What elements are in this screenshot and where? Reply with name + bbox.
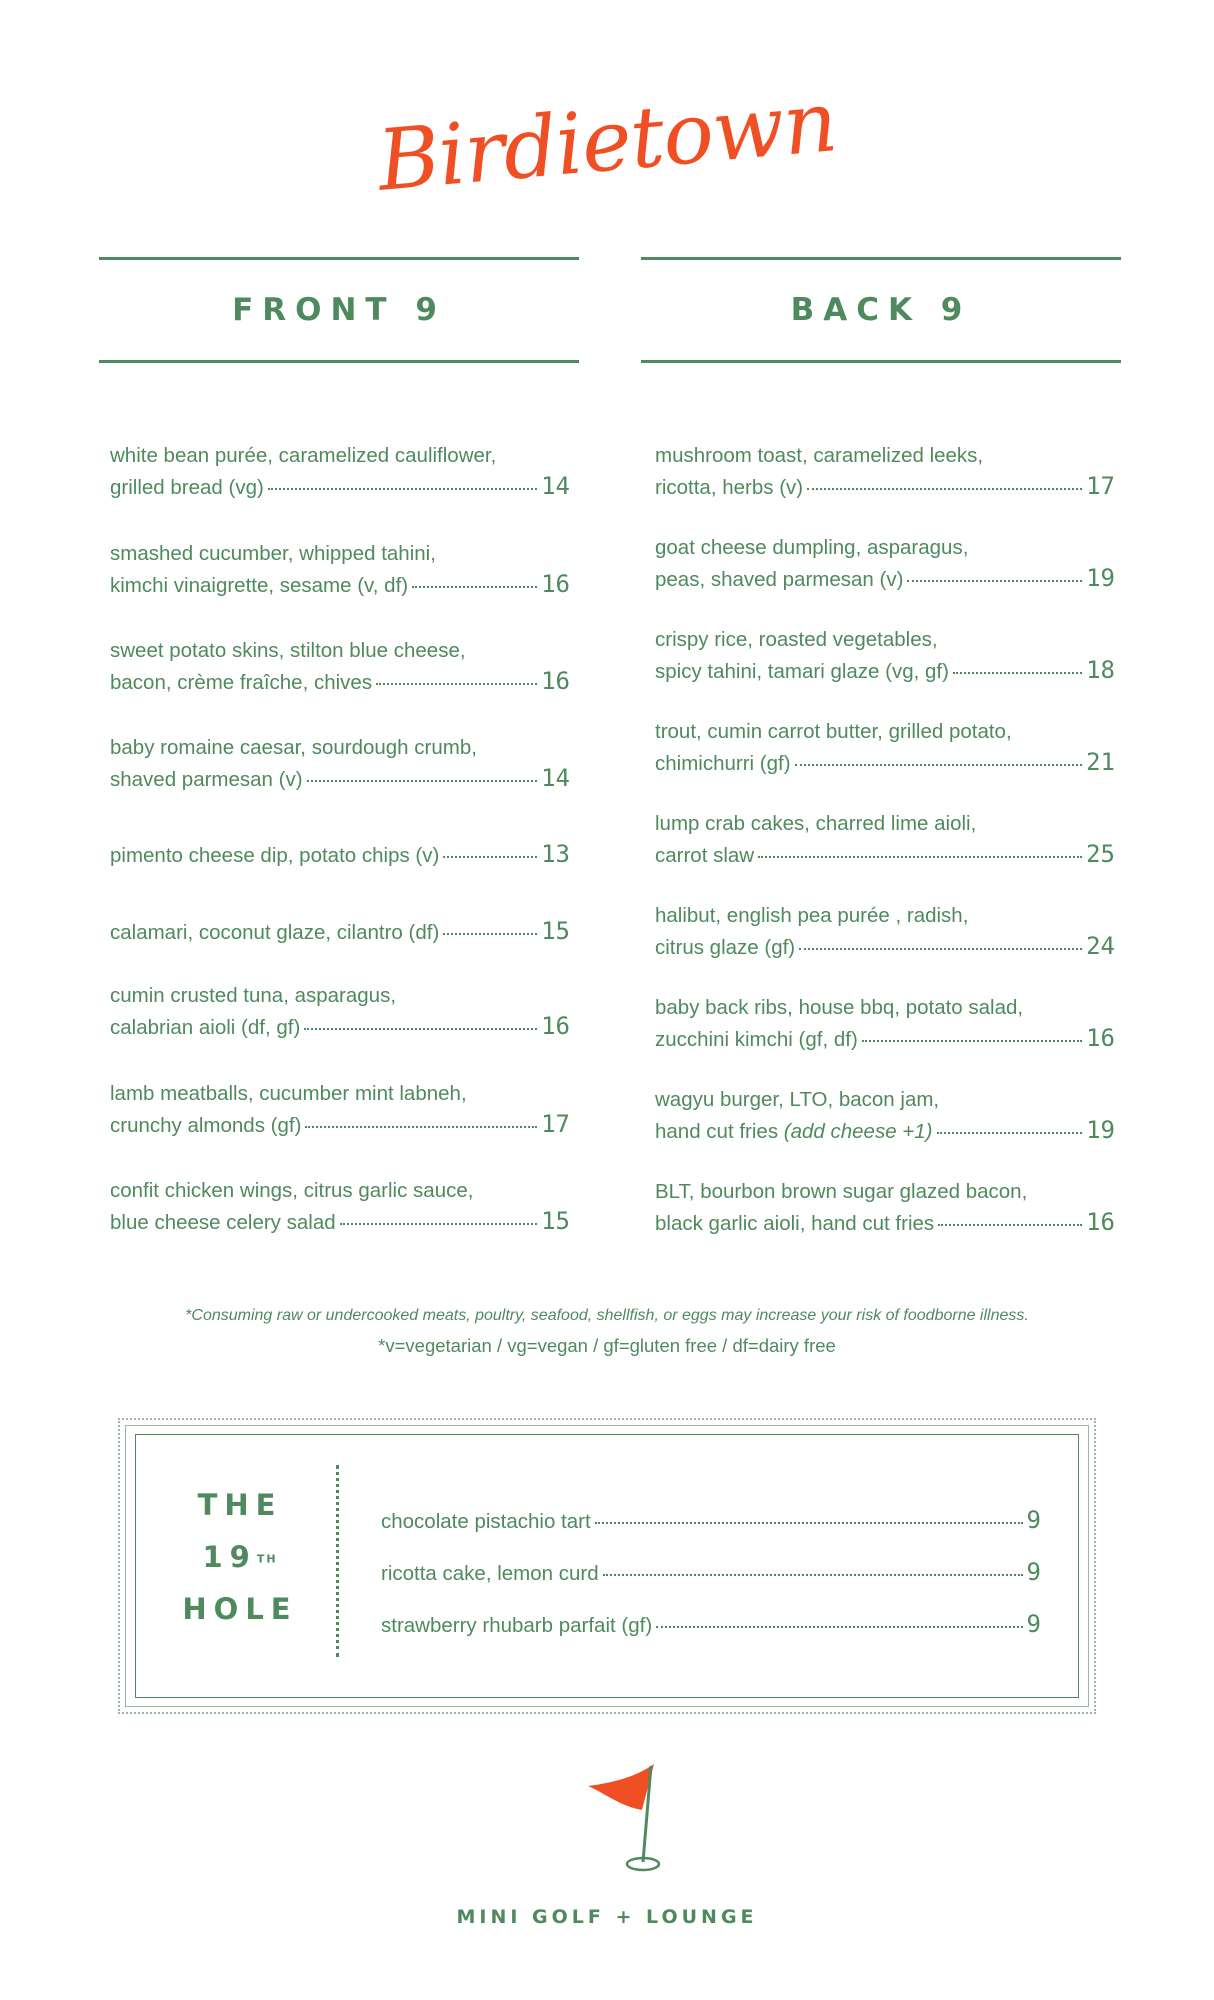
dot-leader (938, 1224, 1082, 1226)
brand-tagline: MINI GOLF + LOUNGE (456, 1906, 758, 1928)
item-desc-line1: crispy rice, roasted vegetables, (655, 628, 938, 651)
item-desc-line1: smashed cucumber, whipped tahini, (110, 542, 436, 565)
dot-leader (307, 780, 538, 782)
item-desc-line1: confit chicken wings, citrus garlic sauce, (110, 1179, 474, 1202)
dot-leader (937, 1132, 1083, 1134)
nineteenth-number: 19 (202, 1540, 257, 1574)
dessert-price: 9 (1026, 1506, 1041, 1534)
menu-item (655, 625, 1115, 687)
menu-item (655, 441, 1115, 503)
menu-item (110, 839, 570, 871)
item-desc-line2: shaved parmesan (v) (110, 768, 303, 791)
menu-item (110, 733, 570, 795)
item-desc-line1: BLT, bourbon brown sugar glazed bacon, (655, 1180, 1028, 1203)
item-price: 25 (1086, 840, 1115, 868)
front-9-title: FRONT 9 (232, 292, 446, 328)
item-desc-line1: trout, cumin carrot butter, grilled potato, (655, 720, 1012, 743)
dot-leader (595, 1522, 1023, 1524)
item-price: 16 (541, 570, 570, 598)
dot-leader (862, 1040, 1082, 1042)
item-desc-line2: pimento cheese dip, potato chips (v) (110, 844, 440, 867)
item-desc-line1: lamb meatballs, cucumber mint labneh, (110, 1082, 467, 1105)
dessert-item (381, 1610, 1041, 1638)
item-price: 19 (1086, 1116, 1115, 1144)
nineteenth-title-line3: HOLE (182, 1592, 298, 1626)
dessert-item (381, 1506, 1041, 1534)
item-desc-line2: blue cheese celery salad (110, 1211, 336, 1234)
item-desc-line2: kimchi vinaigrette, sesame (v, df) (110, 574, 409, 597)
menu-item (655, 717, 1115, 779)
dietary-legend: *v=vegetarian / vg=vegan / gf=gluten free / df=dairy free (378, 1335, 836, 1356)
item-desc-line2: calamari, coconut glaze, cilantro (df) (110, 921, 440, 944)
dot-leader (412, 586, 537, 588)
brand-logo: Birdietown (373, 72, 841, 210)
menu-item (655, 901, 1115, 963)
item-desc-line1: halibut, english pea purée , radish, (655, 904, 969, 927)
menu-item (655, 1085, 1115, 1147)
item-price: 17 (541, 1110, 570, 1138)
back-9-header (641, 257, 1121, 363)
dot-leader (795, 764, 1083, 766)
item-price: 16 (541, 667, 570, 695)
dot-leader (340, 1223, 537, 1225)
item-desc-line1: mushroom toast, caramelized leeks, (655, 444, 984, 467)
item-desc-line2: peas, shaved parmesan (v) (655, 568, 904, 591)
menu-item (110, 539, 570, 601)
item-price: 17 (1086, 472, 1115, 500)
golf-flag-icon (580, 1760, 660, 1880)
dot-leader (305, 1126, 537, 1128)
item-price: 16 (1086, 1024, 1115, 1052)
item-desc-line2: bacon, crème fraîche, chives (110, 671, 373, 694)
menu-item (110, 1176, 570, 1238)
dot-leader (807, 488, 1082, 490)
dot-leader (953, 672, 1082, 674)
item-desc-line2: black garlic aioli, hand cut fries (655, 1212, 935, 1235)
menu-item (655, 1177, 1115, 1239)
item-desc-line2: calabrian aioli (df, gf) (110, 1016, 301, 1039)
item-desc-line1: goat cheese dumpling, asparagus, (655, 536, 969, 559)
item-desc-line1: cumin crusted tuna, asparagus, (110, 984, 397, 1007)
item-desc-line2: spicy tahini, tamari glaze (vg, gf) (655, 660, 949, 683)
food-safety-warning: *Consuming raw or undercooked meats, poultry, seafood, shellfish, or eggs may increase your risk of foodborne illness. (185, 1307, 1029, 1324)
item-desc-line1: white bean purée, caramelized cauliflower, (110, 444, 497, 467)
dot-leader (376, 683, 537, 685)
dot-leader (907, 580, 1082, 582)
menu-item (110, 636, 570, 698)
item-desc-line1: baby back ribs, house bbq, potato salad, (655, 996, 1024, 1019)
item-desc-line2: hand cut fries (655, 1120, 779, 1143)
dot-leader (268, 488, 537, 490)
item-desc-line2: zucchini kimchi (gf, df) (655, 1028, 858, 1051)
item-price: 21 (1086, 748, 1115, 776)
dessert-name: ricotta cake, lemon curd (381, 1562, 599, 1585)
item-addon-note: (add cheese +1) (783, 1120, 933, 1143)
item-price: 16 (541, 1012, 570, 1040)
dot-leader (603, 1574, 1023, 1576)
back-9-title: BACK 9 (790, 292, 972, 328)
item-desc-line2: chimichurri (gf) (655, 752, 791, 775)
menu-item (110, 981, 570, 1043)
nineteenth-title-line1: THE (197, 1488, 283, 1522)
dessert-item (381, 1558, 1041, 1586)
dessert-name: strawberry rhubarb parfait (gf) (381, 1614, 653, 1637)
dotted-divider (336, 1465, 339, 1657)
menu-item (110, 441, 570, 503)
item-price: 24 (1086, 932, 1115, 960)
item-desc-line2: citrus glaze (gf) (655, 936, 796, 959)
menu-item (110, 916, 570, 948)
item-desc-line1: wagyu burger, LTO, bacon jam, (655, 1088, 940, 1111)
dot-leader (758, 856, 1082, 858)
dot-leader (443, 856, 537, 858)
front-9-header (99, 257, 579, 363)
menu-item (655, 533, 1115, 595)
dessert-name: chocolate pistachio tart (381, 1510, 591, 1533)
dessert-price: 9 (1026, 1558, 1041, 1586)
dot-leader (304, 1028, 537, 1030)
nineteenth-title-line2 (175, 1540, 305, 1574)
dot-leader (656, 1626, 1022, 1628)
dot-leader (799, 948, 1082, 950)
item-desc-line2: crunchy almonds (gf) (110, 1114, 302, 1137)
item-desc-line2: carrot slaw (655, 844, 755, 867)
item-desc-line2: ricotta, herbs (v) (655, 476, 804, 499)
nineteenth-suffix: TH (256, 1552, 278, 1566)
item-price: 14 (541, 472, 570, 500)
item-desc-line1: sweet potato skins, stilton blue cheese, (110, 639, 466, 662)
item-price: 18 (1086, 656, 1115, 684)
menu-item (655, 993, 1115, 1055)
dessert-price: 9 (1026, 1610, 1041, 1638)
menu-item (655, 809, 1115, 871)
item-price: 13 (541, 840, 570, 868)
item-price: 19 (1086, 564, 1115, 592)
item-price: 16 (1086, 1208, 1115, 1236)
item-desc-line1: baby romaine caesar, sourdough crumb, (110, 736, 477, 759)
item-price: 14 (541, 764, 570, 792)
item-price: 15 (541, 917, 570, 945)
item-desc-line1: lump crab cakes, charred lime aioli, (655, 812, 977, 835)
item-price: 15 (541, 1207, 570, 1235)
dot-leader (443, 933, 537, 935)
menu-item (110, 1079, 570, 1141)
item-desc-line2: grilled bread (vg) (110, 476, 264, 499)
